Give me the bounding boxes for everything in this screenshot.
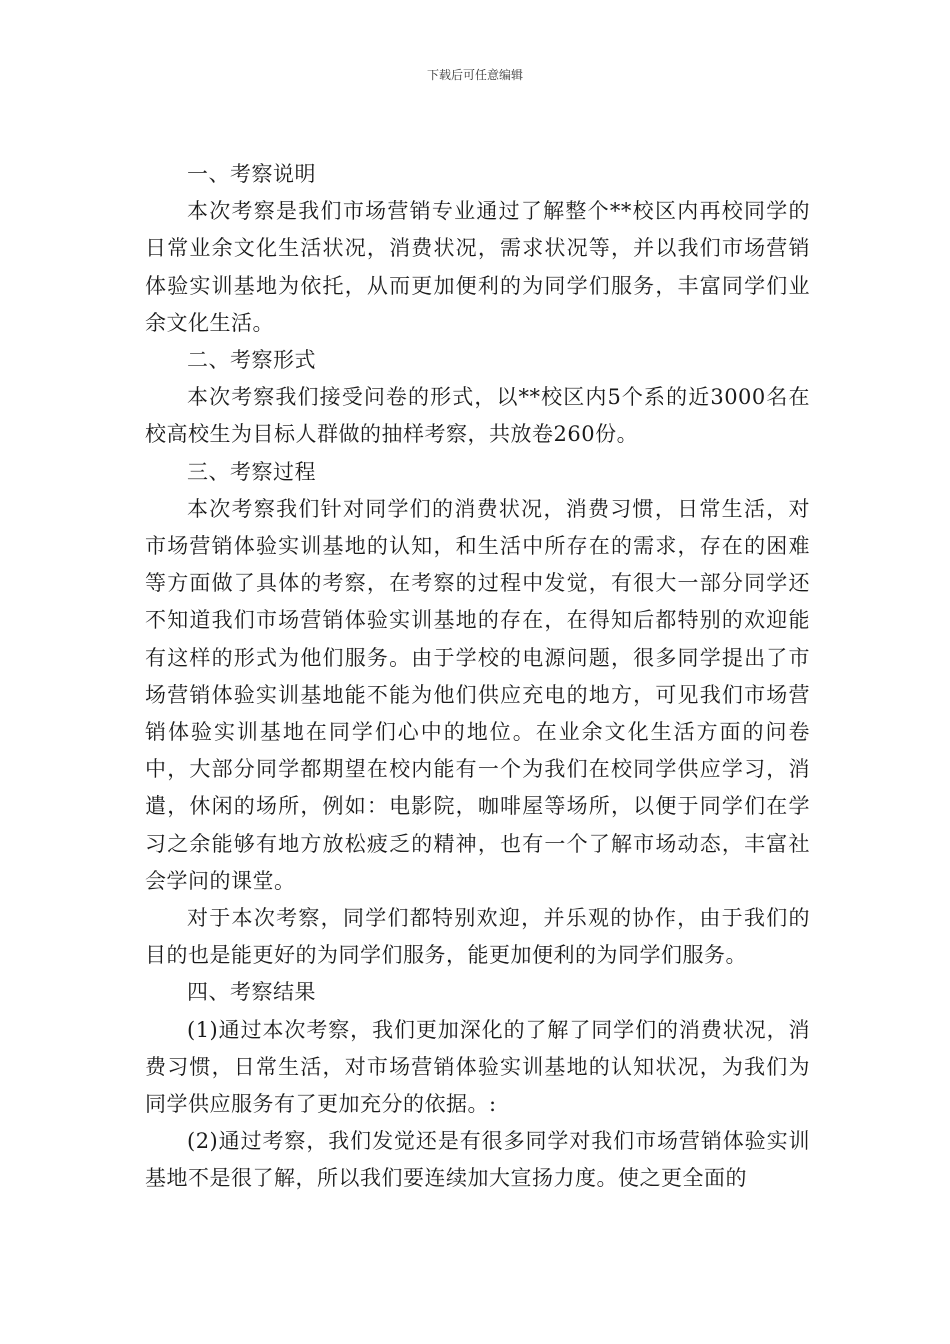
heading-survey-description: 一、考察说明 [187,162,316,186]
paragraph-survey-feedback: 对于本次考察，同学们都特别欢迎，并乐观的协作，由于我们的目的也是能更好的为同学们服务，能更加便利的为同学们服务。 [145,906,810,968]
heading-survey-results: 四、考察结果 [187,980,316,1005]
paragraph-survey-form: 本次考察我们接受问卷的形式，以**校区内5个系的近3000名在校高校生为目标人群做的抽样考察，共放卷260份。 [145,385,810,447]
paragraph-survey-description: 本次考察是我们市场营销专业通过了解整个**校区内再校同学的日常业余文化生活状况，消费状况，需求状况等，并以我们市场营销体验实训基地为依托，从而更加便利的为同学们服务，丰富同学们业余文化生活。 [145,199,810,335]
paragraph-result-1: (1)通过本次考察，我们更加深化的了解了同学们的消费状况，消费习惯，日常生活，对市场营销体验实训基地的认知状况，为我们为同学供应服务有了更加充分的依据。: [145,1017,810,1117]
document-body [145,156,810,1198]
heading-survey-form: 二、考察形式 [187,348,316,373]
paragraph-result-2: (2)通过考察，我们发觉还是有很多同学对我们市场营销体验实训基地不是很了解，所以我们要连续加大宣扬力度。使之更全面的 [145,1129,810,1191]
heading-survey-process: 三、考察过程 [187,459,316,484]
page-header: 下载后可任意编辑 [426,68,523,82]
paragraph-survey-process: 本次考察我们针对同学们的消费状况，消费习惯，日常生活，对市场营销体验实训基地的认知，和生活中所存在的需求，存在的困难等方面做了具体的考察，在考察的过程中发觉，有很大一部分同学还不知道我们市场营销体验实训基地的存在，在得知后都特别的欢迎能有这样的形式为他们服务。由于学校的电源问题，很多同学提出了市场营销体验实训基地能不能为他们供应充电的地方，可见我们市场营销体验实训基地在同学们心中的地位。在业余文化生活方面的问卷中，大部分同学都期望在校内能有一个为我们在校同学供应学习，消遣，休闲的场所，例如：电影院，咖啡屋等场所，以便于同学们在学习之余能够有地方放松疲乏的精神，也有一个了解市场动态，丰富社会学问的课堂。 [145,496,810,893]
